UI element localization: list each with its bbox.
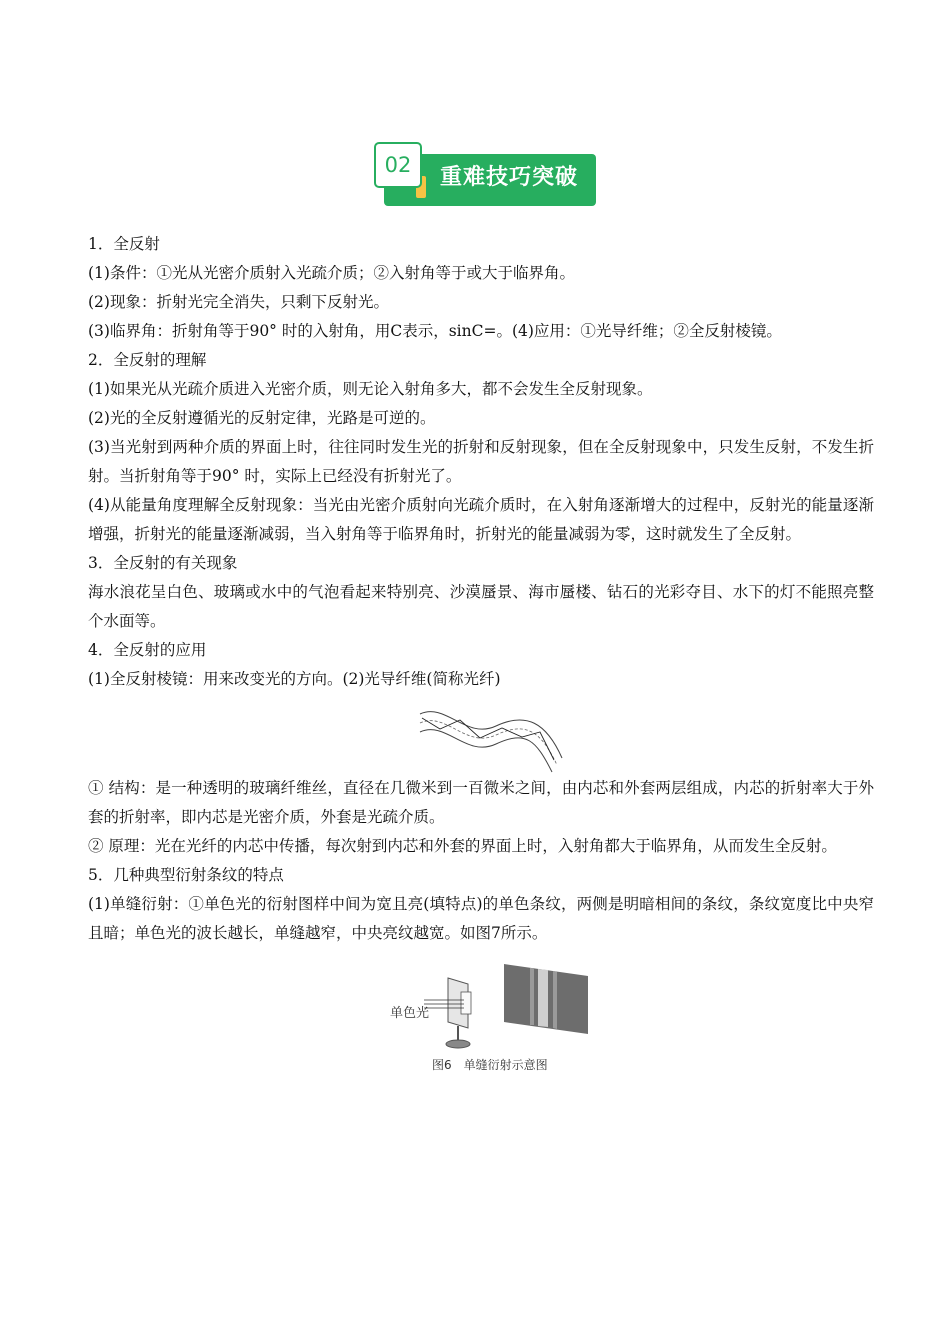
caption-number: 图6	[432, 1058, 452, 1072]
section-title: 重难技巧突破	[440, 165, 579, 190]
paragraph: (1)单缝衍射：①单色光的衍射图样中间为宽且亮(填特点)的单色条纹，两侧是明暗相间的条纹，条纹宽度比中央窄且暗；单色光的波长越长，单缝越窄，中央亮纹越宽。如图7所示。	[88, 895, 874, 942]
badge-number: 02	[374, 142, 422, 188]
paragraph: (4)从能量角度理解全反射现象：当光由光密介质射向光疏介质时，在入射角逐渐增大的过程中，反射光的能量逐渐增强，折射光的能量逐渐减弱，当入射角等于临界角时，折射光的能量减弱为零，这时就发生了全反射。	[88, 496, 874, 543]
paragraph: ② 原理：光在光纤的内芯中传播，每次射到内芯和外套的界面上时，入射角都大于临界角，从而发生全反射。	[88, 837, 837, 855]
text-line: (3)临界角：折射角等于90° 时的入射角，用C表示，sinC=。(4)应用：①光导纤维；②全反射棱镜。	[88, 322, 782, 340]
text-line: (1)全反射棱镜：用来改变光的方向。(2)光导纤维(简称光纤)	[88, 670, 501, 688]
paragraph: (3)当光射到两种介质的界面上时，往往同时发生光的折射和反射现象，但在全反射现象中，只发生反射，不发生折射。当折射角等于90° 时，实际上已经没有折射光了。	[88, 438, 874, 485]
heading-1: 1．全反射	[88, 235, 160, 253]
caption-text: 单缝衍射示意图	[463, 1058, 548, 1072]
slit	[461, 992, 471, 1014]
optical-fiber-figure	[416, 698, 566, 774]
paragraph: ① 结构：是一种透明的玻璃纤维丝，直径在几微米到一百微米之间，由内芯和外套两层组成，内芯的折射率大于外套的折射率，即内芯是光密介质，外套是光疏介质。	[88, 779, 874, 826]
heading-2: 2．全反射的理解	[88, 351, 207, 369]
text-line: (1)条件：①光从光密介质射入光疏介质；②入射角等于或大于临界角。	[88, 264, 575, 282]
single-slit-figure	[88, 964, 874, 1076]
text-line: (2)现象：折射光完全消失，只剩下反射光。	[88, 293, 389, 311]
light-label: 单色光	[390, 1006, 430, 1021]
figure-caption	[432, 1056, 560, 1073]
heading-3: 3．全反射的有关现象	[88, 554, 238, 572]
heading-5: 5．几种典型衍射条纹的特点	[88, 866, 284, 884]
section-badge	[374, 142, 598, 208]
heading-4: 4．全反射的应用	[88, 641, 207, 659]
paragraph: 海水浪花呈白色、玻璃或水中的气泡看起来特别亮、沙漠蜃景、海市蜃楼、钻石的光彩夺目、水下的灯不能照亮整个水面等。	[88, 583, 874, 630]
text-line: (2)光的全反射遵循光的反射定律，光路是可逆的。	[88, 409, 436, 427]
text-line: (1)如果光从光疏介质进入光密介质，则无论入射角多大，都不会发生全反射现象。	[88, 380, 653, 398]
content	[88, 230, 874, 1076]
